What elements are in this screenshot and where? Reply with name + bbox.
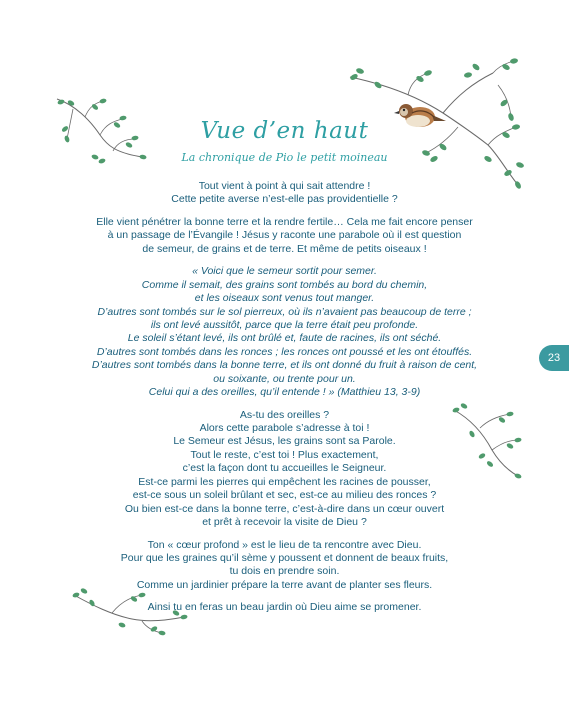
text-line: Ton « cœur profond » est le lieu de ta rencontre avec Dieu. (147, 538, 422, 551)
text-line: Comme il semait, des grains sont tombés au bord du chemin, (141, 278, 428, 291)
text-line: D’autres sont tombés sur le sol pierreux, où ils n’avaient pas beaucoup de terre ; (97, 305, 472, 318)
text-line: Est-ce parmi les pierres qui empêchent les racines de pousser, (138, 475, 431, 488)
text-line: est-ce sous un soleil brûlant et sec, est-ce au milieu des ronces ? (132, 489, 437, 502)
text-line: Le Semeur est Jésus, les grains sont sa Parole. (173, 435, 396, 448)
paragraph (82, 216, 487, 256)
text-line: « Voici que le semeur sortit pour semer. (192, 265, 377, 278)
text-line: à un passage de l’Évangile ! Jésus y raconte une parabole où il est question (107, 229, 462, 242)
page-number-badge: 23 (539, 345, 569, 371)
paragraph (82, 539, 487, 593)
text-line: Ou bien est-ce dans la bonne terre, c’est-à-dire dans un cœur ouvert (124, 502, 445, 515)
text-line: Pour que les graines qu’il sème y poussent et donnent de beaux fruits, (120, 551, 449, 564)
text-line: et prêt à recevoir la visite de Dieu ? (202, 515, 367, 528)
text-line: D’autres sont tombés dans la bonne terre, et ils ont donné du fruit à raison de cent, (91, 359, 478, 372)
text-line: Ainsi tu en feras un beau jardin où Dieu aime se promener. (147, 601, 422, 614)
article-body (82, 180, 487, 624)
paragraph (82, 180, 487, 207)
text-line: As-tu des oreilles ? (239, 408, 330, 421)
text-line: et les oiseaux sont venus tout manger. (194, 292, 375, 305)
text-line: c’est la façon dont tu accueilles le Seigneur. (182, 462, 387, 475)
text-line: ou soixante, ou trente pour un. (213, 372, 356, 385)
text-line: Alors cette parabole s’adresse à toi ! (199, 422, 370, 435)
text-line: Tout le reste, c’est toi ! Plus exactement, (190, 448, 379, 461)
paragraph (82, 601, 487, 614)
text-line: de semeur, de grains et de terre. Et même de petits oiseaux ! (142, 242, 427, 255)
paragraph (82, 409, 487, 530)
text-line: ils ont levé aussitôt, parce que la terre était peu profonde. (150, 319, 419, 332)
text-line: Le soleil s’étant levé, ils ont brûlé et, faute de racines, ils ont séché. (127, 332, 442, 345)
text-line: Tout vient à point à qui sait attendre ! (198, 180, 371, 192)
text-line: Elle vient pénétrer la bonne terre et la rendre fertile… Cela me fait encore penser (96, 216, 473, 228)
page-title: Vue d’en haut (200, 118, 369, 144)
text-line: Celui qui a des oreilles, qu’il entende ! » (Matthieu 13, 3-9) (148, 386, 421, 399)
scripture-quote (82, 265, 487, 399)
text-line: Cette petite averse n’est-elle pas providentielle ? (171, 193, 398, 206)
text-line: D’autres sont tombés dans les ronces ; les ronces ont poussé et les ont étouffés. (96, 345, 473, 358)
text-line: Comme un jardinier prépare la terre avant de planter ses fleurs. (136, 578, 433, 591)
text-line: tu dois en prendre soin. (229, 565, 340, 578)
page-subtitle: La chronique de Pio le petit moineau (181, 151, 388, 164)
